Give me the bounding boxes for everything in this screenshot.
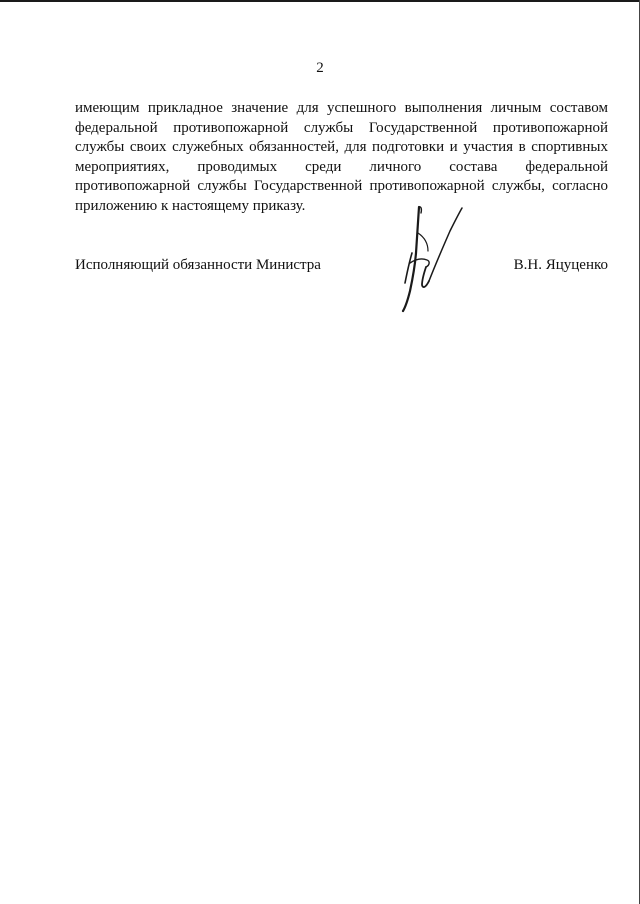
body-line-2: федеральной противопожарной службы Государственной противопожарной bbox=[75, 119, 608, 136]
body-line-3: службы своих служебных обязанностей, для подготовки и участия в спортивных bbox=[75, 139, 608, 156]
page-number: 2 bbox=[316, 60, 324, 76]
signatory-name: В.Н. Яцуценко bbox=[513, 257, 608, 273]
body-line-4: мероприятиях, проводимых среди личного состава федеральной bbox=[75, 158, 608, 175]
body-paragraph bbox=[75, 99, 608, 217]
body-line-1: имеющим прикладное значение для успешного выполнения личным составом bbox=[75, 100, 608, 116]
body-line-5: противопожарной службы Государственной противопожарной службы, согласно bbox=[75, 178, 608, 195]
scan-top-edge bbox=[0, 0, 640, 2]
handwritten-signature bbox=[388, 203, 468, 315]
body-line-6: приложению к настоящему приказу. bbox=[75, 197, 306, 214]
signatory-position: Исполняющий обязанности Министра bbox=[75, 257, 321, 273]
